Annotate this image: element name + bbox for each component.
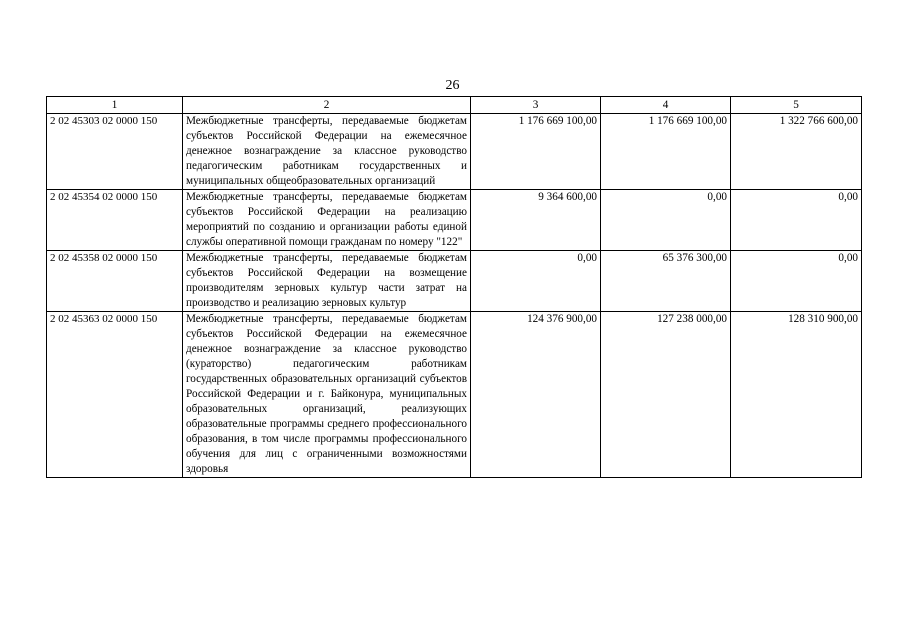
- amount-column-3: 124 376 900,00: [471, 312, 601, 478]
- amount-column-4: 65 376 300,00: [601, 251, 731, 312]
- amount-column-3: 1 176 669 100,00: [471, 114, 601, 190]
- header-row: [47, 97, 862, 114]
- budget-table: [46, 96, 862, 478]
- table-row: [47, 312, 862, 478]
- column-header-5: 5: [731, 97, 862, 114]
- amount-column-5: 1 322 766 600,00: [731, 114, 862, 190]
- table-row: [47, 114, 862, 190]
- amount-column-3: 0,00: [471, 251, 601, 312]
- amount-column-5: 128 310 900,00: [731, 312, 862, 478]
- budget-code: 2 02 45363 02 0000 150: [47, 312, 183, 478]
- amount-column-5: 0,00: [731, 190, 862, 251]
- transfer-description: Межбюджетные трансферты, передаваемые бюджетам субъектов Российской Федерации на ежемесячное денежное вознаграждение за классное руководство педагогическим работникам государственных и муниципальных общеобразовательных организаций: [183, 114, 471, 190]
- transfer-description: Межбюджетные трансферты, передаваемые бюджетам субъектов Российской Федерации на ежемесячное денежное вознаграждение за классное руководство (кураторство) педагогическим работникам государственных образовательных организаций субъектов Российской Федерации и г. Байконура, муниципальных образовательных организаций, реализующих образовательные программы среднего профессионального образования, в том числе программы профессионального обучения для лиц с ограниченными возможностями здоровья: [183, 312, 471, 478]
- amount-column-5: 0,00: [731, 251, 862, 312]
- amount-column-4: 0,00: [601, 190, 731, 251]
- column-header-3: 3: [471, 97, 601, 114]
- transfer-description: Межбюджетные трансферты, передаваемые бюджетам субъектов Российской Федерации на возмещение производителям зерновых культур части затрат на производство и реализацию зерновых культур: [183, 251, 471, 312]
- amount-column-4: 127 238 000,00: [601, 312, 731, 478]
- budget-code: 2 02 45358 02 0000 150: [47, 251, 183, 312]
- column-header-2: 2: [183, 97, 471, 114]
- budget-code: 2 02 45303 02 0000 150: [47, 114, 183, 190]
- table-row: [47, 190, 862, 251]
- amount-column-4: 1 176 669 100,00: [601, 114, 731, 190]
- amount-column-3: 9 364 600,00: [471, 190, 601, 251]
- column-header-1: 1: [47, 97, 183, 114]
- page-number: 26: [445, 78, 460, 93]
- budget-code: 2 02 45354 02 0000 150: [47, 190, 183, 251]
- column-header-4: 4: [601, 97, 731, 114]
- transfer-description: Межбюджетные трансферты, передаваемые бюджетам субъектов Российской Федерации на реализацию мероприятий по созданию и организации работы единой службы оперативной помощи гражданам по номеру "122": [183, 190, 471, 251]
- table-row: [47, 251, 862, 312]
